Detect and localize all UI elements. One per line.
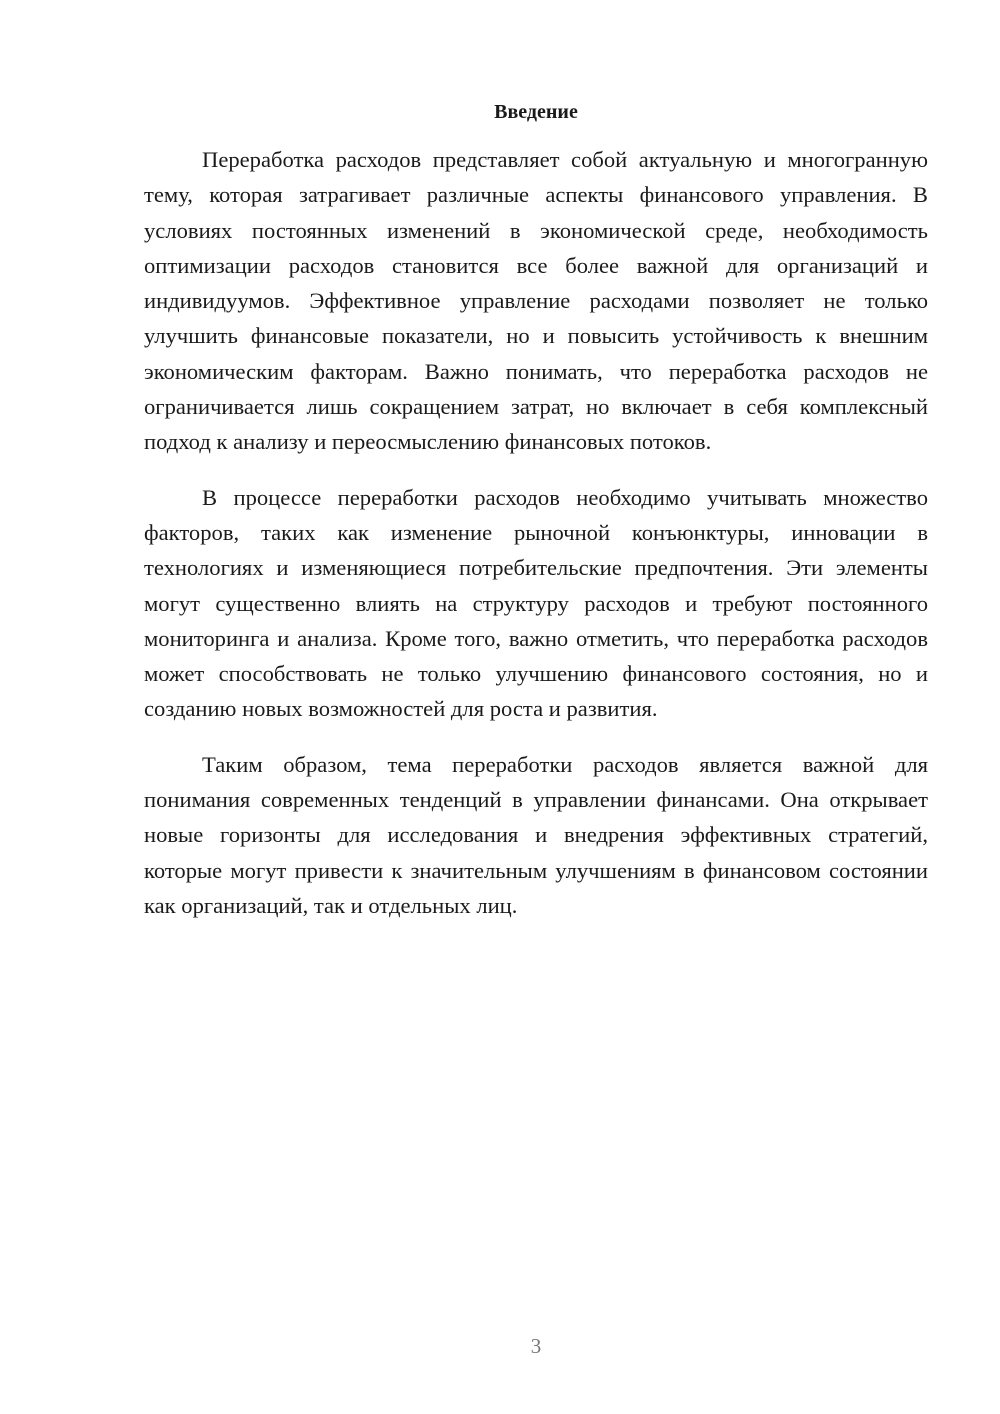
page-number: 3 xyxy=(530,1334,542,1358)
document-body xyxy=(144,142,928,943)
paragraph-1: Переработка расходов представляет собой актуальную и многогранную тему, которая затрагивает различные аспекты финансового управления. В условиях постоянных изменений в экономической среде, необходимость оптимизации расходов становится все более важной для организаций и индивидуумов. Эффективное управление расходами позволяет не только улучшить финансовые показатели, но и повысить устойчивость к внешним экономическим факторам. Важно понимать, что переработка расходов не ограничивается лишь сокращением затрат, но включает в себя комплексный подход к анализу и переосмыслению финансовых потоков. xyxy=(144,147,928,455)
paragraph-3: Таким образом, тема переработки расходов является важной для понимания современных тенденций в управлении финансами. Она открывает новые горизонты для исследования и внедрения эффективных стратегий, которые могут привести к значительным улучшениям в финансовом состоянии как организаций, так и отдельных лиц. xyxy=(144,751,928,918)
paragraph-2: В процессе переработки расходов необходимо учитывать множество факторов, таких как изменение рыночной конъюнктуры, инновации в технологиях и изменяющиеся потребительские предпочтения. Эти элементы могут существенно влиять на структуру расходов и требуют постоянного мониторинга и анализа. Кроме того, важно отметить, что переработка расходов может способствовать не только улучшению финансового состояния, но и созданию новых возможностей для роста и развития. xyxy=(144,484,928,722)
section-heading: Введение xyxy=(494,101,578,123)
